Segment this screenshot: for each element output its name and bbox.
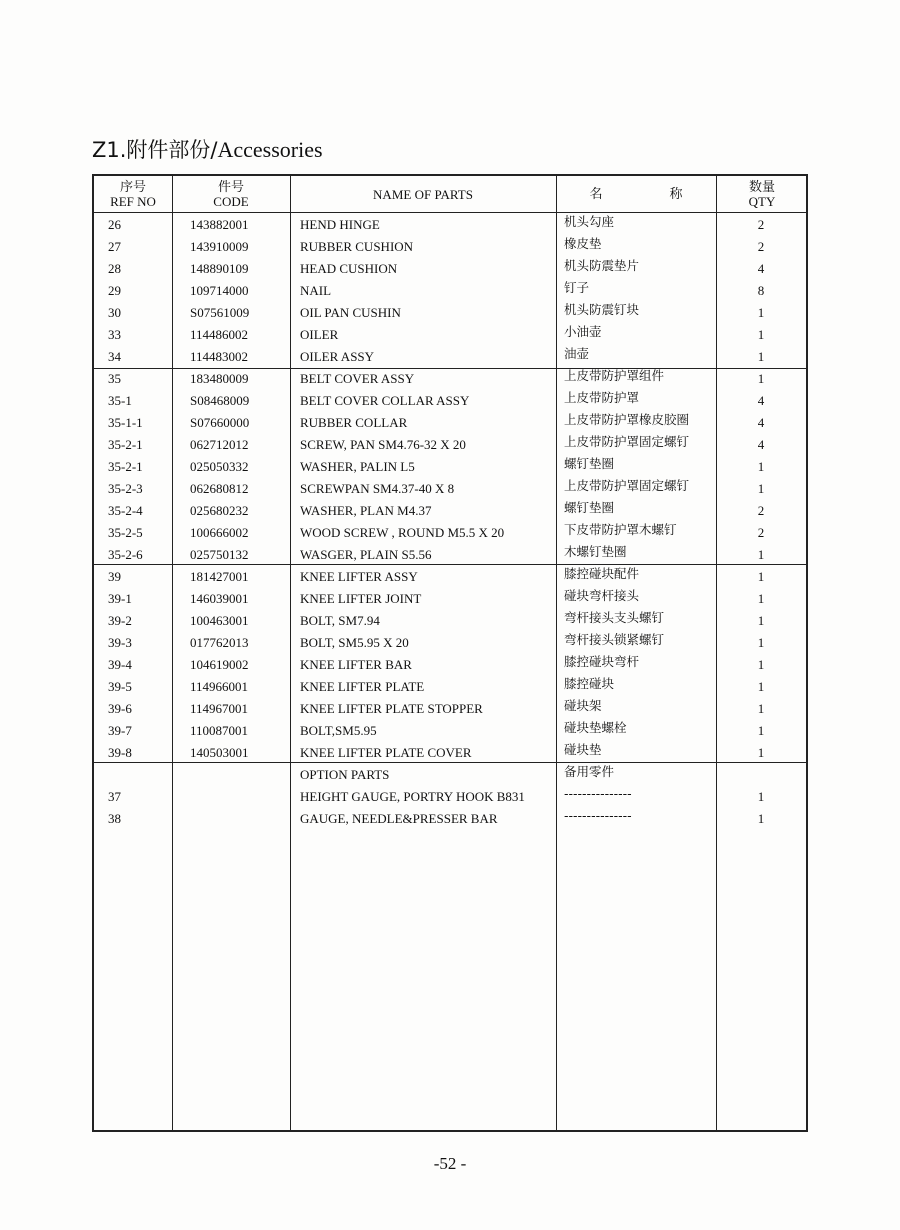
row-qty: 1 (757, 569, 765, 584)
row-part-name: WASHER, PALIN L5 (300, 459, 415, 474)
row-chinese-name: 小油壶 (564, 324, 602, 339)
row-chinese-name: 机头防震垫片 (564, 258, 640, 273)
row-qty: 1 (757, 327, 765, 342)
row-part-name: BOLT,SM5.95 (300, 723, 377, 738)
row-chinese-name: 弯杆接头锁紧螺钉 (564, 632, 665, 647)
row-qty: 1 (757, 745, 765, 760)
row-chinese-name: 上皮带防护罩 (564, 390, 640, 405)
row-chinese-name: 上皮带防护罩固定螺钉 (564, 434, 690, 449)
row-code: 062680812 (190, 481, 249, 496)
row-code: 114967001 (190, 701, 249, 716)
row-chinese-name: 钉子 (564, 280, 590, 295)
row-code: 109714000 (190, 283, 249, 298)
row-chinese-name: 机头勾座 (564, 214, 615, 229)
row-code: 104619002 (190, 657, 249, 672)
row-ref: 35-1 (108, 393, 132, 408)
row-part-name: KNEE LIFTER PLATE (300, 679, 425, 694)
row-ref: 35-2-4 (108, 503, 143, 518)
table-row (94, 676, 806, 698)
row-part-name: SCREWPAN SM4.37-40 X 8 (300, 481, 455, 496)
row-chinese-name: 螺钉垫圈 (564, 500, 615, 515)
row-chinese-name: 碰块弯杆接头 (564, 588, 640, 603)
row-ref: 35-2-1 (108, 437, 143, 452)
row-qty: 4 (757, 393, 765, 408)
row-qty: 1 (757, 723, 765, 738)
row-chinese-name: --------------- (564, 808, 632, 823)
row-chinese-name: --------------- (564, 786, 632, 801)
row-qty: 2 (757, 503, 765, 518)
table-row (94, 258, 806, 280)
row-part-name: BOLT, SM5.95 X 20 (300, 635, 409, 650)
row-chinese-name: 下皮带防护罩木螺钉 (564, 522, 677, 537)
row-chinese-name: 上皮带防护罩固定螺钉 (564, 478, 690, 493)
row-code: 140503001 (190, 745, 249, 760)
row-ref: 39-3 (108, 635, 132, 650)
row-part-name: KNEE LIFTER BAR (300, 657, 412, 672)
row-code: 143882001 (190, 217, 249, 232)
row-ref: 29 (108, 283, 121, 298)
row-chinese-name: 碰块垫螺栓 (564, 720, 627, 735)
table-row (94, 434, 806, 456)
row-qty: 4 (757, 415, 765, 430)
header-ref (94, 176, 172, 212)
header-qty-zh: 数量 (748, 179, 775, 194)
row-chinese-name: 木螺钉垫圈 (564, 544, 627, 559)
row-part-name: KNEE LIFTER ASSY (300, 569, 418, 584)
row-part-name: HEND HINGE (300, 217, 380, 232)
row-part-name: SCREW, PAN SM4.76-32 X 20 (300, 437, 466, 452)
row-chinese-name: 油壶 (564, 346, 590, 361)
row-qty: 1 (757, 547, 765, 562)
table-row (94, 808, 806, 830)
row-part-name: KNEE LIFTER JOINT (300, 591, 422, 606)
table-row (94, 390, 806, 412)
table-row (94, 698, 806, 720)
table-row (94, 236, 806, 258)
row-ref: 28 (108, 261, 121, 276)
row-qty: 1 (757, 305, 765, 320)
title-chinese: Z1.附件部份/ (92, 138, 218, 162)
row-code: 100666002 (190, 525, 249, 540)
row-chinese-name: 螺钉垫圈 (564, 456, 615, 471)
row-qty: 1 (757, 811, 765, 826)
row-ref: 27 (108, 239, 121, 254)
table-row (94, 742, 806, 764)
table-row (94, 302, 806, 324)
row-code: 183480009 (190, 371, 249, 386)
row-ref: 35-2-3 (108, 481, 143, 496)
row-part-name: BELT COVER ASSY (300, 371, 415, 386)
row-code: 143910009 (190, 239, 249, 254)
row-qty: 1 (757, 371, 765, 386)
row-qty: 1 (757, 481, 765, 496)
row-ref: 39 (108, 569, 121, 584)
row-qty: 1 (757, 349, 765, 364)
header-cn-name (556, 176, 716, 212)
header-code-zh: 件号 (217, 179, 244, 194)
row-part-name: WASGER, PLAIN S5.56 (300, 547, 432, 562)
row-ref: 39-1 (108, 591, 132, 606)
row-code: 148890109 (190, 261, 249, 276)
row-part-name: WASHER, PLAN M4.37 (300, 503, 432, 518)
row-qty: 1 (757, 591, 765, 606)
row-part-name: KNEE LIFTER PLATE COVER (300, 745, 472, 760)
table-row (94, 456, 806, 478)
row-qty: 2 (757, 217, 765, 232)
row-code: 114966001 (190, 679, 249, 694)
row-chinese-name: 上皮带防护罩组件 (564, 368, 665, 383)
table-row (94, 346, 806, 368)
row-code: 110087001 (190, 723, 249, 738)
row-code: S07561009 (190, 305, 250, 320)
row-part-name: BELT COVER COLLAR ASSY (300, 393, 470, 408)
parts-table (92, 174, 808, 1132)
row-part-name: WOOD SCREW , ROUND M5.5 X 20 (300, 525, 505, 540)
row-qty: 2 (757, 239, 765, 254)
row-ref: 26 (108, 217, 121, 232)
row-chinese-name: 碰块垫 (564, 742, 602, 757)
table-row (94, 214, 806, 236)
table-row (94, 544, 806, 566)
table-row (94, 786, 806, 808)
table-row (94, 324, 806, 346)
table-row (94, 764, 806, 786)
row-part-name: NAIL (300, 283, 332, 298)
row-qty: 1 (757, 613, 765, 628)
row-code: 100463001 (190, 613, 249, 628)
row-part-name: KNEE LIFTER PLATE STOPPER (300, 701, 483, 716)
row-ref: 33 (108, 327, 121, 342)
table-row (94, 720, 806, 742)
row-qty: 1 (757, 657, 765, 672)
row-chinese-name: 橡皮垫 (564, 236, 602, 251)
table-row (94, 654, 806, 676)
row-chinese-name: 碰块架 (564, 698, 602, 713)
row-ref: 37 (108, 789, 121, 804)
row-ref: 35 (108, 371, 121, 386)
row-qty: 1 (757, 701, 765, 716)
header-qty (716, 176, 808, 212)
header-ref-en: REF NO (110, 194, 156, 209)
page-title (92, 134, 323, 164)
row-code: 114483002 (190, 349, 249, 364)
row-part-name: OPTION PARTS (300, 767, 390, 782)
row-ref: 35-2-5 (108, 525, 143, 540)
row-code: 025680232 (190, 503, 249, 518)
row-ref: 35-1-1 (108, 415, 143, 430)
row-code: S08468009 (190, 393, 250, 408)
row-part-name: BOLT, SM7.94 (300, 613, 380, 628)
row-ref: 39-8 (108, 745, 132, 760)
title-english: Accessories (217, 137, 323, 162)
row-chinese-name: 弯杆接头支头螺钉 (564, 610, 665, 625)
row-ref: 39-5 (108, 679, 132, 694)
row-code: 146039001 (190, 591, 249, 606)
row-ref: 30 (108, 305, 121, 320)
row-ref: 39-4 (108, 657, 132, 672)
table-row (94, 478, 806, 500)
table-row (94, 412, 806, 434)
header-cn-name-2: 称 (669, 186, 683, 202)
row-ref: 39-6 (108, 701, 132, 716)
header-name-text: NAME OF PARTS (373, 186, 473, 202)
header-divider (94, 212, 806, 213)
row-qty: 4 (757, 261, 765, 276)
table-row (94, 280, 806, 302)
row-part-name: HEIGHT GAUGE, PORTRY HOOK B831 (300, 789, 525, 804)
row-part-name: GAUGE, NEEDLE&PRESSER BAR (300, 811, 498, 826)
header-cn-name-1: 名 (589, 186, 603, 202)
row-code: 114486002 (190, 327, 249, 342)
row-chinese-name: 备用零件 (564, 764, 615, 779)
table-row (94, 632, 806, 654)
row-chinese-name: 上皮带防护罩橡皮胶圈 (564, 412, 690, 427)
table-row (94, 566, 806, 588)
row-part-name: OILER ASSY (300, 349, 375, 364)
row-qty: 4 (757, 437, 765, 452)
header-qty-en: QTY (748, 194, 776, 209)
table-row (94, 500, 806, 522)
row-code: 062712012 (190, 437, 249, 452)
header-name (290, 176, 556, 212)
row-qty: 1 (757, 459, 765, 474)
row-chinese-name: 机头防震钉块 (564, 302, 640, 317)
table-row (94, 522, 806, 544)
row-part-name: OILER (300, 327, 339, 342)
table-row (94, 588, 806, 610)
row-ref: 35-2-1 (108, 459, 143, 474)
row-part-name: RUBBER CUSHION (300, 239, 414, 254)
header-code (172, 176, 290, 212)
row-chinese-name: 膝控碰块弯杆 (564, 654, 640, 669)
row-qty: 1 (757, 635, 765, 650)
row-qty: 2 (757, 525, 765, 540)
row-code: S07660000 (190, 415, 250, 430)
header-ref-zh: 序号 (119, 179, 146, 194)
row-part-name: HEAD CUSHION (300, 261, 398, 276)
row-chinese-name: 膝控碰块 (564, 676, 615, 691)
row-code: 025050332 (190, 459, 249, 474)
row-ref: 35-2-6 (108, 547, 143, 562)
row-code: 181427001 (190, 569, 249, 584)
header-code-en: CODE (213, 194, 249, 209)
row-ref: 34 (108, 349, 121, 364)
row-part-name: RUBBER COLLAR (300, 415, 408, 430)
row-qty: 1 (757, 789, 765, 804)
row-part-name: OIL PAN CUSHIN (300, 305, 401, 320)
row-chinese-name: 膝控碰块配件 (564, 566, 640, 581)
row-ref: 38 (108, 811, 121, 826)
table-row (94, 368, 806, 390)
table-row (94, 610, 806, 632)
row-ref: 39-7 (108, 723, 132, 738)
page-number: -52 - (433, 1154, 467, 1173)
row-ref: 39-2 (108, 613, 132, 628)
row-qty: 1 (757, 679, 765, 694)
row-qty: 8 (757, 283, 765, 298)
row-code: 025750132 (190, 547, 249, 562)
row-code: 017762013 (190, 635, 249, 650)
